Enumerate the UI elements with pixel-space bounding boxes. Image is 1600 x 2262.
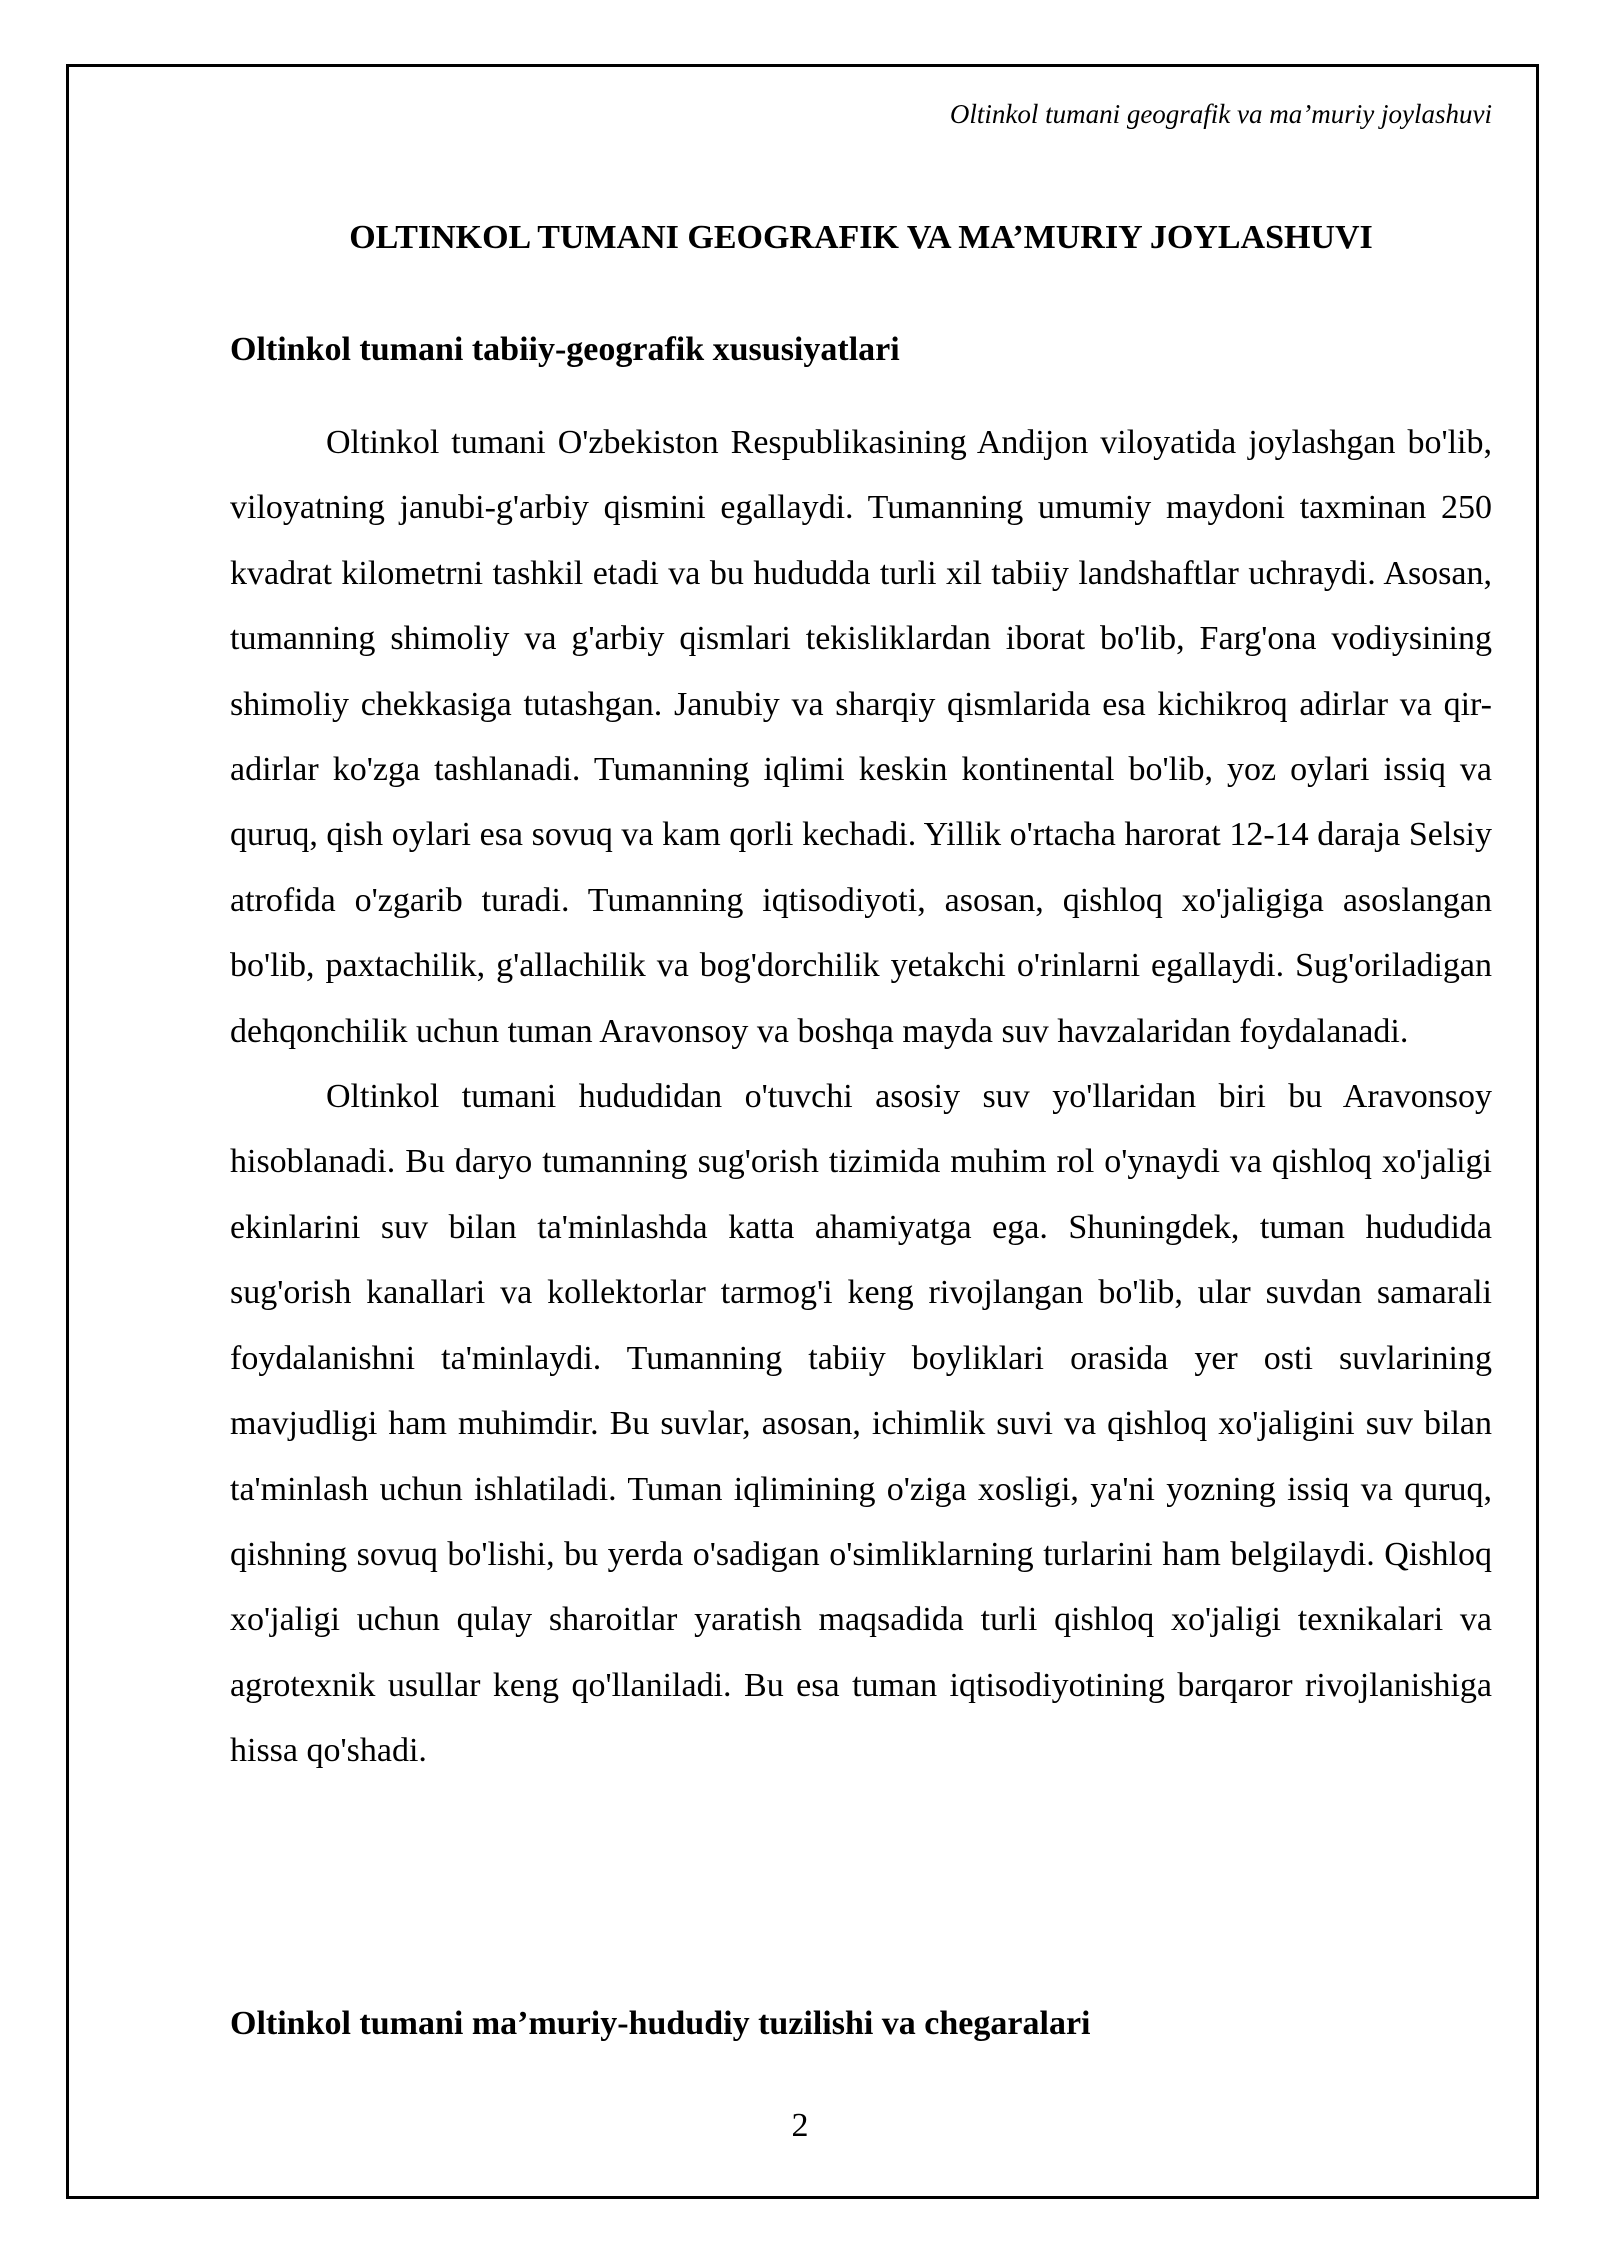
- running-header: Oltinkol tumani geografik va ma’muriy joylashuvi: [949, 99, 1492, 129]
- paragraph: Oltinkol tumani O'zbekiston Respublikasining Andijon viloyatida joylashgan bo'lib, viloyatning janubi-g'arbiy qismini egallaydi. Tumanning umumiy maydoni taxminan 250 kvadrat kilometrni tashkil etadi va bu hududda turli xil tabiiy landshaftlar uchraydi. Asosan, tumanning shimoliy va g'arbiy qismlari tekisliklardan iborat bo'lib, Farg'ona vodiysining shimoliy chekkasiga tutashgan. Janubiy va sharqiy qismlarida esa kichikroq adirlar va qir-adirlar ko'zga tashlanadi. Tumanning iqlimi keskin kontinental bo'lib, yoz oylari issiq va quruq, qish oylari esa sovuq va kam qorli kechadi. Yillik o'rtacha harorat 12-14 daraja Selsiy atrofida o'zgarib turadi. Tumanning iqtisodiyoti, asosan, qishloq xo'jaligiga asoslangan bo'lib, paxtachilik, g'allachilik va bog'dorchilik yetakchi o'rinlarni egallaydi. Sug'oriladigan dehqonchilik uchun tuman Aravonsoy va boshqa mayda suv havzalaridan foydalanadi.: [230, 424, 1492, 1050]
- section-body: [230, 410, 1492, 1784]
- paragraph: Oltinkol tumani hududidan o'tuvchi asosiy suv yo'llaridan biri bu Aravonsoy hisoblanadi. Bu daryo tumanning sug'orish tizimida muhim rol o'ynaydi va qishloq xo'jaligi ekinlarini suv bilan ta'minlashda katta ahamiyatga ega. Shuningdek, tuman hududida sug'orish kanallari va kollektorlar tarmog'i keng rivojlangan bo'lib, ular suvdan samarali foydalanishni ta'minlaydi. Tumanning tabiiy boyliklari orasida yer osti suvlarining mavjudligi ham muhimdir. Bu suvlar, asosan, ichimlik suvi va qishloq xo'jaligini suv bilan ta'minlash uchun ishlatiladi. Tuman iqlimining o'ziga xosligi, ya'ni yozning issiq va quruq, qishning sovuq bo'lishi, bu yerda o'sadigan o'simliklarning turlarini ham belgilaydi. Qishloq xo'jaligi uchun qulay sharoitlar yaratish maqsadida turli qishloq xo'jaligi texnikalari va agrotexnik usullar keng qo'llaniladi. Bu esa tuman iqtisodiyotining barqaror rivojlanishiga hissa qo'shadi.: [230, 1078, 1492, 1770]
- section-heading-natural-geography: Oltinkol tumani tabiiy-geografik xususiyatlari: [230, 331, 900, 368]
- section-heading-administrative: Oltinkol tumani ma’muriy-hududiy tuzilishi va chegaralari: [230, 2005, 1091, 2042]
- document-title: OLTINKOL TUMANI GEOGRAFIK VA MA’MURIY JOYLASHUVI: [349, 219, 1373, 256]
- page-number: 2: [791, 2107, 809, 2144]
